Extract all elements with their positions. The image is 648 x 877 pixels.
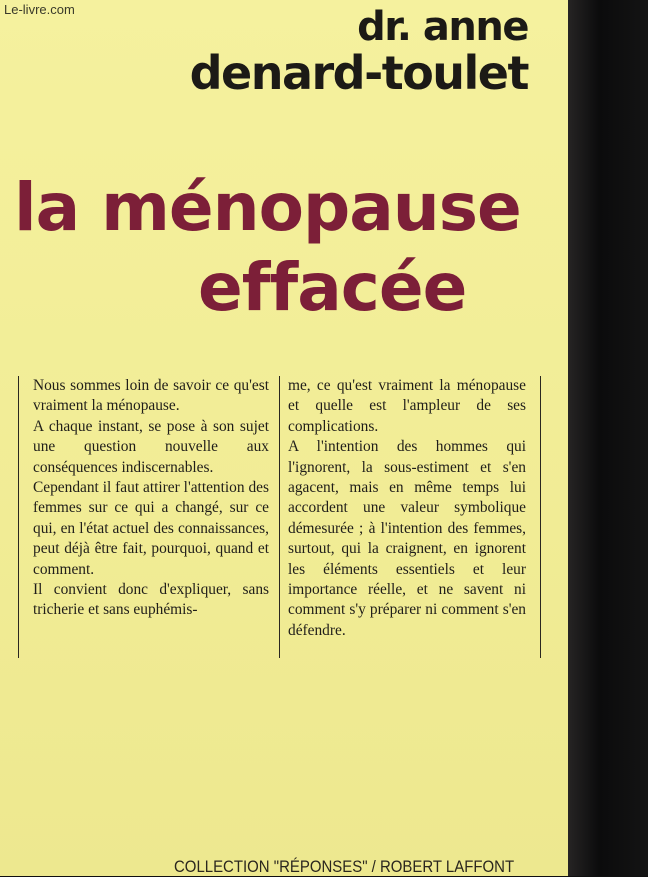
author-line-2: denard-toulet [189, 46, 528, 100]
author-line-1: dr. anne [357, 4, 528, 50]
watermark: Le-livre.com [4, 2, 75, 17]
blurb-left-column [18, 376, 280, 658]
title-line-2: effacée [198, 249, 467, 326]
blurb-paragraph: A chaque instant, se pose à son sujet une question nouvelle aux conséquences indiscernables. [33, 417, 269, 476]
blurb-paragraph: Nous sommes loin de savoir ce qu'est vraiment la ménopause. [33, 377, 269, 415]
author-name [190, 6, 528, 98]
title-line-1: la ménopause [14, 169, 521, 246]
collection-publisher: COLLECTION "RÉPONSES" / ROBERT LAFFONT [174, 857, 515, 876]
blurb-right-column [282, 376, 541, 658]
blurb-paragraph: Cependant il faut attirer l'attention des femmes sur ce qui a changé, sur ce qui, en l'état actuel des connaissances, peut déjà être fait, pourquoi, quand et comment. [33, 479, 269, 578]
blurb-paragraph: A l'intention des hommes qui l'ignorent, la sous-estiment et s'en agacent, mais en même temps lui accordent une valeur symbolique démesurée ; à l'intention des femmes, surtout, qui la craignent, en ignorent les éléments essentiels et leur importance réelle, et ne savent ni comment s'y préparer ni comment s'en défendre. [288, 438, 526, 639]
background-edge [568, 0, 648, 876]
blurb-paragraph: me, ce qu'est vraiment la ménopause et quelle est l'ampleur de ses complications. [288, 377, 526, 435]
blurb-paragraph: Il convient donc d'expliquer, sans tricherie et sans euphémis- [33, 581, 269, 619]
book-title [14, 168, 554, 328]
